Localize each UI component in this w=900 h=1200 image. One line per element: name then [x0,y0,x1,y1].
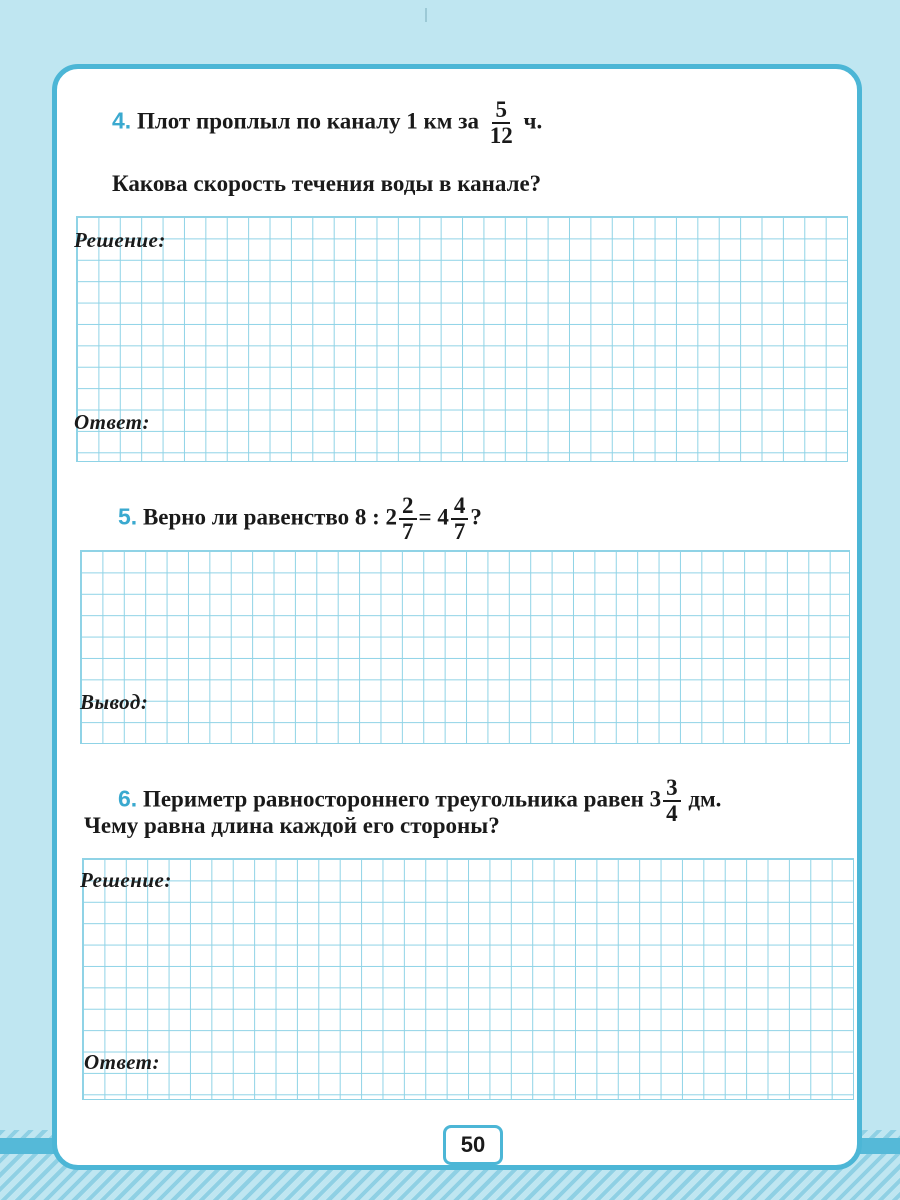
task-4-answer-label: Ответ: [74,410,150,434]
fraction-denominator: 7 [453,519,466,545]
task-6-fraction [663,776,681,826]
fraction-denominator: 12 [489,123,513,149]
task-6-unit: дм. [688,786,722,812]
task-4-question: Какова скорость течения воды в канале? [112,171,542,196]
task-4-line-1 [112,98,542,148]
task-4-unit: ч. [523,108,543,134]
scan-mark [425,8,427,22]
fraction-numerator: 5 [492,98,510,124]
task-6-question: Чему равна длина каждой его стороны? [84,813,500,838]
task-5-equals: = 4 [418,504,449,530]
task-4-answer-grid[interactable] [76,216,848,462]
task-5-line [118,494,482,544]
task-4-fraction [487,98,516,148]
fraction-numerator: 2 [399,494,417,520]
task-5-fraction-2 [451,494,469,544]
task-5-text: Верно ли равенство 8 : 2 [142,504,398,530]
fraction-denominator: 4 [666,801,678,827]
task-4-solution-label: Решение: [74,228,166,252]
task-6-number: 6. [118,785,138,812]
task-5-conclusion-label: Вывод: [80,690,149,714]
task-6-answer-grid[interactable] [82,858,854,1100]
task-4-text: Плот проплыл по каналу 1 км за [136,108,479,134]
page-number: 50 [443,1125,503,1165]
task-6-answer-label: Ответ: [84,1050,160,1074]
fraction-denominator: 7 [402,519,414,545]
task-4-number: 4. [112,107,132,134]
fraction-numerator: 3 [663,776,681,802]
task-5-question-mark: ? [470,504,482,530]
task-5-number: 5. [118,503,138,530]
task-6-text: Периметр равностороннего треугольника равен 3 [142,786,662,812]
task-5-fraction-1 [399,494,417,544]
task-6-solution-label: Решение: [80,868,172,892]
fraction-numerator: 4 [451,494,469,520]
task-5-answer-grid[interactable] [80,550,850,744]
